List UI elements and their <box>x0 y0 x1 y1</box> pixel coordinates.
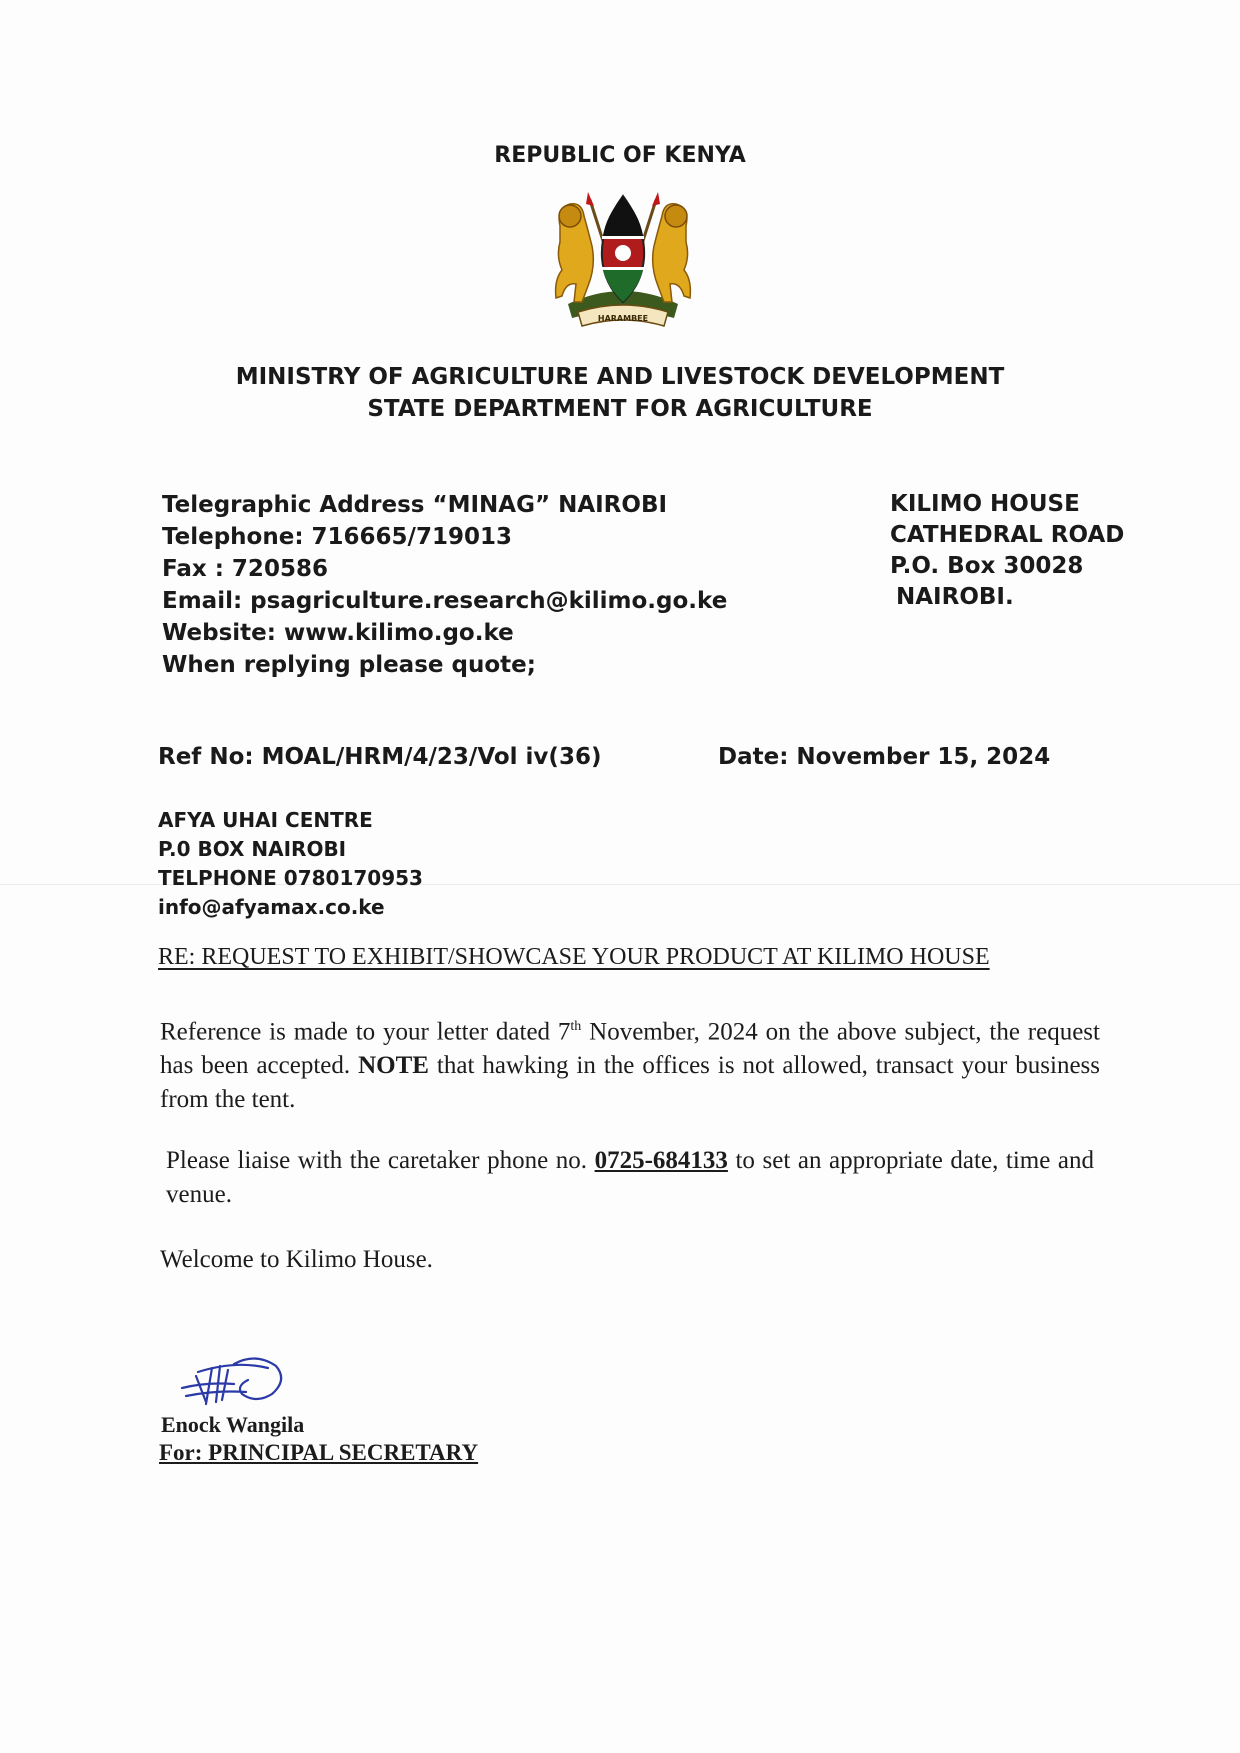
p1-text-c: that hawking in the offices is not allowed, transact your business from the tent. <box>160 1052 1100 1114</box>
recipient-box: P.0 BOX NAIROBI <box>158 837 347 861</box>
department-heading <box>0 396 1240 422</box>
telegraphic-address: Telegraphic Address “MINAG” NAIROBI <box>162 492 668 518</box>
p1-note: NOTE <box>358 1052 429 1080</box>
telephone-line: Telephone: 716665/719013 <box>162 524 512 550</box>
coat-of-arms-emblem <box>548 186 698 334</box>
address-line-4: NAIROBI. <box>896 584 1014 610</box>
website-line: Website: www.kilimo.go.ke <box>162 620 514 646</box>
svg-text:HARAMBEE: HARAMBEE <box>597 314 649 323</box>
handwritten-signature <box>176 1346 306 1416</box>
reply-note: When replying please quote; <box>162 652 536 678</box>
postal-address-block <box>890 489 1124 613</box>
recipient-phone: TELPHONE 0780170953 <box>158 866 423 890</box>
recipient-name: AFYA UHAI CENTRE <box>158 808 373 832</box>
p2-text-b: to set an appropriate date, time and venue. <box>166 1147 1094 1208</box>
body-paragraph-1 <box>160 1010 1100 1117</box>
recipient-email: info@afyamax.co.ke <box>158 895 385 919</box>
address-line-2: CATHEDRAL ROAD <box>890 522 1125 548</box>
caretaker-phone: 0725-684133 <box>594 1147 728 1174</box>
body-paragraph-2 <box>166 1144 1094 1212</box>
letter-date: Date: November 15, 2024 <box>718 744 1051 770</box>
body-paragraph-3: Welcome to Kilimo House. <box>160 1246 433 1273</box>
ministry-name: MINISTRY OF AGRICULTURE AND LIVESTOCK DEVELOPMENT <box>235 364 1005 390</box>
subject-line: RE: REQUEST TO EXHIBIT/SHOWCASE YOUR PRODUCT AT KILIMO HOUSE <box>158 944 990 970</box>
p1-text-a: Reference is made to your letter dated 7 <box>160 1018 571 1046</box>
address-line-3: P.O. Box 30028 <box>890 553 1084 579</box>
department-name: STATE DEPARTMENT FOR AGRICULTURE <box>367 396 873 422</box>
reference-number: Ref No: MOAL/HRM/4/23/Vol iv(36) <box>158 744 602 770</box>
recipient-block <box>158 806 423 922</box>
signatory-name: Enock Wangila <box>161 1412 305 1437</box>
address-line-1: KILIMO HOUSE <box>890 491 1080 517</box>
ministry-heading <box>0 364 1240 390</box>
fax-line: Fax : 720586 <box>162 556 328 582</box>
p1-superscript: th <box>570 1019 582 1034</box>
contact-block <box>162 489 727 681</box>
country-heading: REPUBLIC OF KENYA <box>494 143 746 168</box>
signatory-title: For: PRINCIPAL SECRETARY <box>159 1440 479 1465</box>
p1-text-b: November, 2024 on the above subject, the request has been accepted. <box>160 1018 1100 1080</box>
p2-text-a: Please liaise with the caretaker phone no. <box>166 1147 595 1174</box>
email-line: Email: psagriculture.research@kilimo.go.ke <box>162 588 728 614</box>
